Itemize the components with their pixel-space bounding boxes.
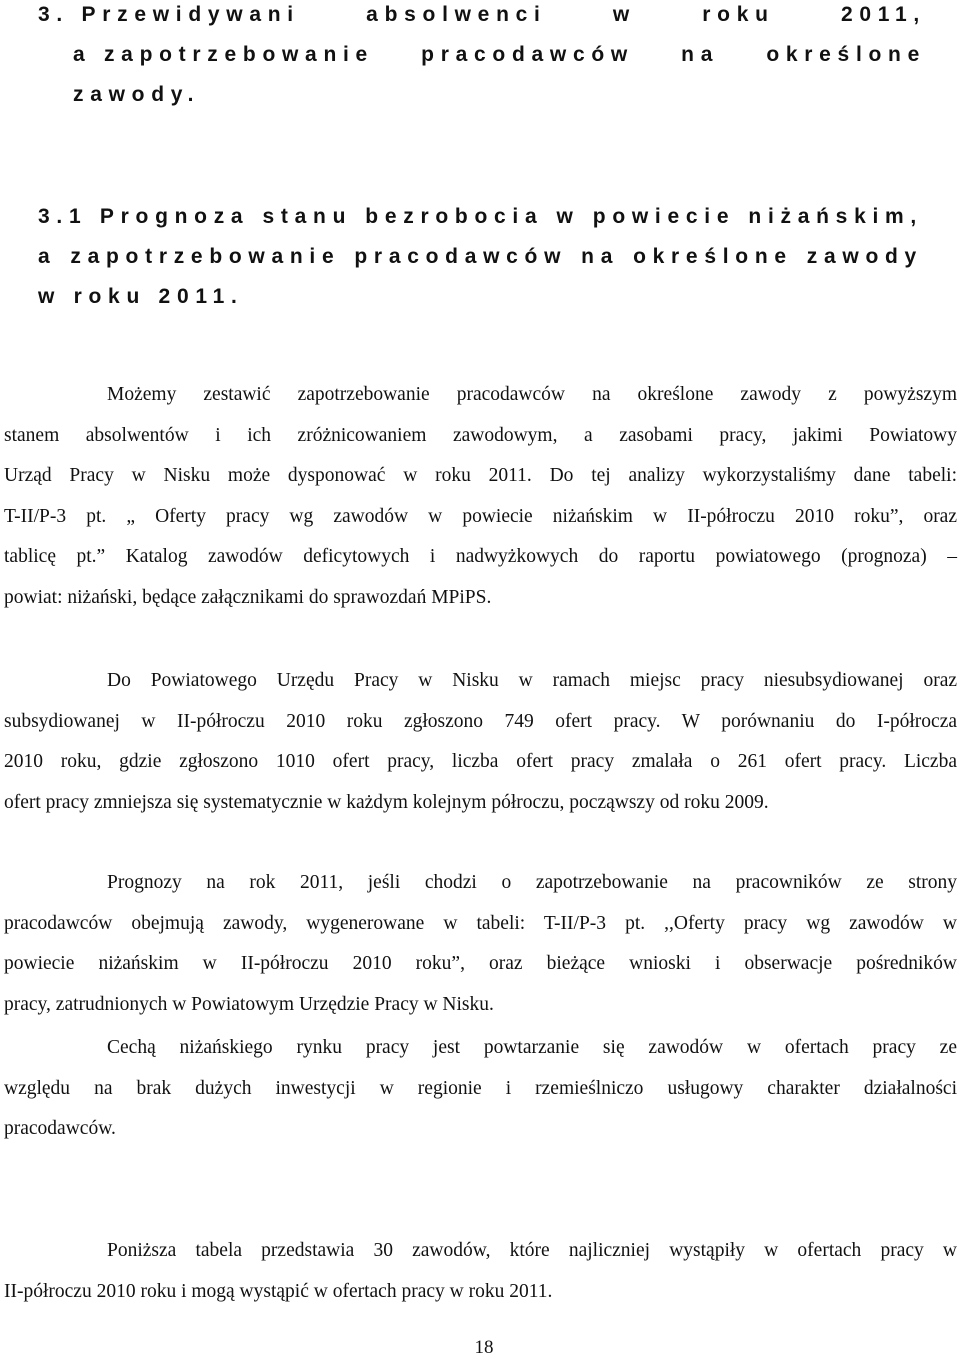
body-paragraph [4,1028,957,1150]
body-paragraph [4,1231,957,1312]
paragraph-line: pracodawców. [4,1118,116,1139]
heading-word: na [581,245,620,268]
heading-word: 2011, [840,3,926,26]
heading-word: a [38,245,57,268]
paragraph-line: powiecie niżańskim w II-półroczu 2010 roku”, oraz bieżące wnioski i obserwacje pośredników [4,953,957,974]
page-number: 18 [474,1337,494,1358]
paragraph-line: II-półroczu 2010 roku i mogą wystąpić w ofertach pracy w roku 2011. [4,1280,553,1302]
body-paragraph [4,661,957,823]
paragraph-line: Do Powiatowego Urzędu Pracy w Nisku w ramach miejsc pracy niesubsydiowanej oraz [107,670,957,691]
heading-word: na [681,43,720,66]
subsection-heading-line-3 [38,277,923,317]
subsection-heading-line-2 [38,237,923,277]
heading-word: pracodawców [354,245,568,268]
paragraph-line: subsydiowanej w II-półroczu 2010 roku zgłoszono 749 ofert pracy. W porównaniu do I-półrocza [4,710,957,732]
heading-word: określone [766,43,926,66]
subsection-heading-line-1 [38,197,923,237]
heading-word: 3. Przewidywani [38,3,300,26]
heading-word: a zapotrzebowanie [73,43,374,66]
subsection-heading [38,197,923,317]
heading-word: w roku 2011. [38,285,244,308]
paragraph-line: względu na brak dużych inwestycji w regionie i rzemieślniczo usługowy charakter działalności [4,1077,957,1099]
heading-word: bezrobocia [365,205,544,228]
heading-word: stanu [262,205,353,228]
paragraph-line: pracy, zatrudnionych w Powiatowym Urzędzie Pracy w Nisku. [4,993,494,1015]
paragraph-line: pracodawców obejmują zawody, wygenerowane w tabeli: T-II/P-3 pt. ,,Oferty pracy wg zawodów w [4,912,957,934]
heading-word: absolwenci [366,3,547,26]
paragraph-line: stanem absolwentów i ich zróżnicowaniem zawodowym, a zasobami pracy, jakimi Powiatowy [4,424,957,446]
heading-word: zawody. [73,83,201,106]
heading-word: zapotrzebowanie [70,245,341,268]
heading-word: zawody [806,245,923,268]
heading-word: w [556,205,580,228]
paragraph-line: 2010 roku, gdzie zgłoszono 1010 ofert pracy, liczba ofert pracy zmalała o 261 ofert pracy. Liczba [4,751,957,772]
section-heading-line-2 [38,35,926,75]
section-heading-line-3 [38,75,926,115]
paragraph-line: Urząd Pracy w Nisku może dysponować w roku 2011. Do tej analizy wykorzystaliśmy dane tabeli: [4,465,957,486]
heading-word: 3.1 Prognoza [38,205,250,228]
section-heading-line-1 [38,0,926,35]
paragraph-line: tablicę pt.” Katalog zawodów deficytowych i nadwyżkowych do raportu powiatowego (prognoza) – [4,546,957,567]
section-heading [38,0,926,115]
paragraph-line: Cechą niżańskiego rynku pracy jest powtarzanie się zawodów w ofertach pracy ze [107,1037,957,1058]
heading-word: określone [633,245,793,268]
body-paragraph [4,863,957,1025]
paragraph-line: Prognozy na rok 2011, jeśli chodzi o zapotrzebowanie na pracowników ze strony [107,872,957,893]
paragraph-line: powiat: niżański, będące załącznikami do sprawozdań MPiPS. [4,586,492,608]
heading-word: roku [702,3,775,26]
heading-word: powiecie [592,205,736,228]
paragraph-line: Możemy zestawić zapotrzebowanie pracodawców na określone zawody z powyższym [107,384,957,405]
heading-word: niżańskim, [748,205,923,228]
heading-word: pracodawców [421,43,634,66]
paragraph-line: T-II/P-3 pt. „ Oferty pracy wg zawodów w powiecie niżańskim w II-półroczu 2010 roku”, oraz [4,505,957,527]
body-paragraph [4,375,957,618]
paragraph-line: Poniższa tabela przedstawia 30 zawodów, które najliczniej wystąpiły w ofertach pracy w [107,1240,957,1261]
heading-word: w [612,3,636,26]
paragraph-line: ofert pracy zmniejsza się systematycznie w każdym kolejnym półroczu, począwszy od roku 2009. [4,791,769,813]
